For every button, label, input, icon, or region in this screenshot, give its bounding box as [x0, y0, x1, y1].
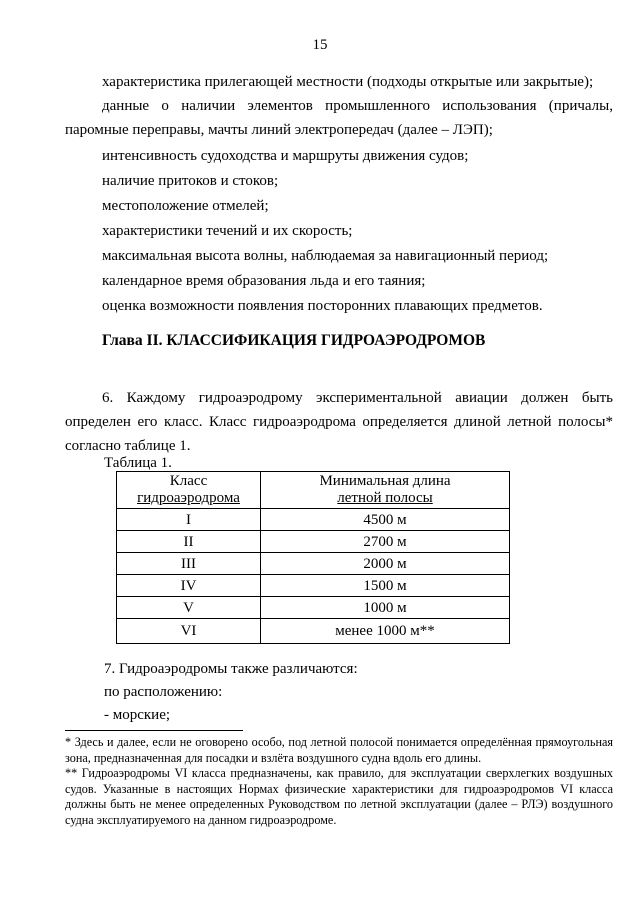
by-location-text: по расположению: [104, 684, 223, 700]
class-cell: I [117, 509, 261, 531]
class-cell: III [117, 553, 261, 575]
footnote-2: ** Гидроаэродромы VI класса предназначены, как правило, для эксплуатации сверхлегких воздушных судов. Указанные в настоящих Нормах физические характеристики для гидроаэродромов VI класса должны быть не менее определенных Руководством по летной эксплуатации (далее – РЛЭ) воздушного судна эксплуатируемого на данном гидроаэродроме. [65, 766, 613, 827]
table-header-row [117, 472, 510, 509]
list-item: календарное время образования льда и его таяния; [102, 273, 426, 289]
header-length-line1: Минимальная длина [319, 473, 451, 489]
length-cell: 2000 м [261, 553, 510, 575]
list-item: данные о наличии элементов промышленного использования (причалы, паромные переправы, мачты линий электропередач (далее – ЛЭП); [65, 98, 613, 138]
footnote-1: * Здесь и далее, если не оговорено особо, под летной полосой понимается определённая прямоугольная зона, предназначенная для посадки и взлёта воздушного судна вдоль его длины. [65, 735, 613, 765]
header-min-length [261, 472, 510, 509]
footnote-divider [65, 730, 243, 731]
class-cell: II [117, 531, 261, 553]
list-item: наличие притоков и стоков; [102, 173, 279, 189]
class-cell: IV [117, 575, 261, 597]
length-cell: 2700 м [261, 531, 510, 553]
table-row [117, 575, 510, 597]
list-item: характеристики течений и их скорость; [102, 223, 353, 239]
marine-item: - морские; [104, 707, 171, 723]
table-row [117, 553, 510, 575]
table-caption: Таблица 1. [104, 455, 172, 471]
header-length-line2: летной полосы [337, 490, 433, 506]
paragraph-6: 6. Каждому гидроаэродрому экспериментальной авиации должен быть определен его класс. Класс гидроаэродрома определяется длиной летной полосы* согласно таблице 1. [65, 390, 613, 454]
list-item: интенсивность судоходства и маршруты движения судов; [102, 148, 469, 164]
paragraph-7: 7. Гидроаэродромы также различаются: [104, 661, 358, 677]
class-cell: VI [117, 619, 261, 644]
header-class-line2: гидроаэродрома [137, 490, 240, 506]
table-row [117, 531, 510, 553]
length-cell: менее 1000 м** [261, 619, 510, 644]
list-item: характеристика прилегающей местности (подходы открытые или закрытые); [102, 74, 594, 90]
page-number: 15 [312, 37, 328, 53]
list-item: местоположение отмелей; [102, 198, 269, 214]
list-item: максимальная высота волны, наблюдаемая за навигационный период; [102, 248, 549, 264]
table-row [117, 509, 510, 531]
header-class [117, 472, 261, 509]
chapter-heading: Глава II. КЛАССИФИКАЦИЯ ГИДРОАЭРОДРОМОВ [102, 332, 486, 349]
table-row [117, 619, 510, 644]
length-cell: 1000 м [261, 597, 510, 619]
header-class-line1: Класс [169, 473, 208, 489]
class-cell: V [117, 597, 261, 619]
length-cell: 1500 м [261, 575, 510, 597]
classification-table [116, 471, 510, 644]
table-row [117, 597, 510, 619]
list-item: оценка возможности появления посторонних плавающих предметов. [102, 298, 543, 314]
length-cell: 4500 м [261, 509, 510, 531]
